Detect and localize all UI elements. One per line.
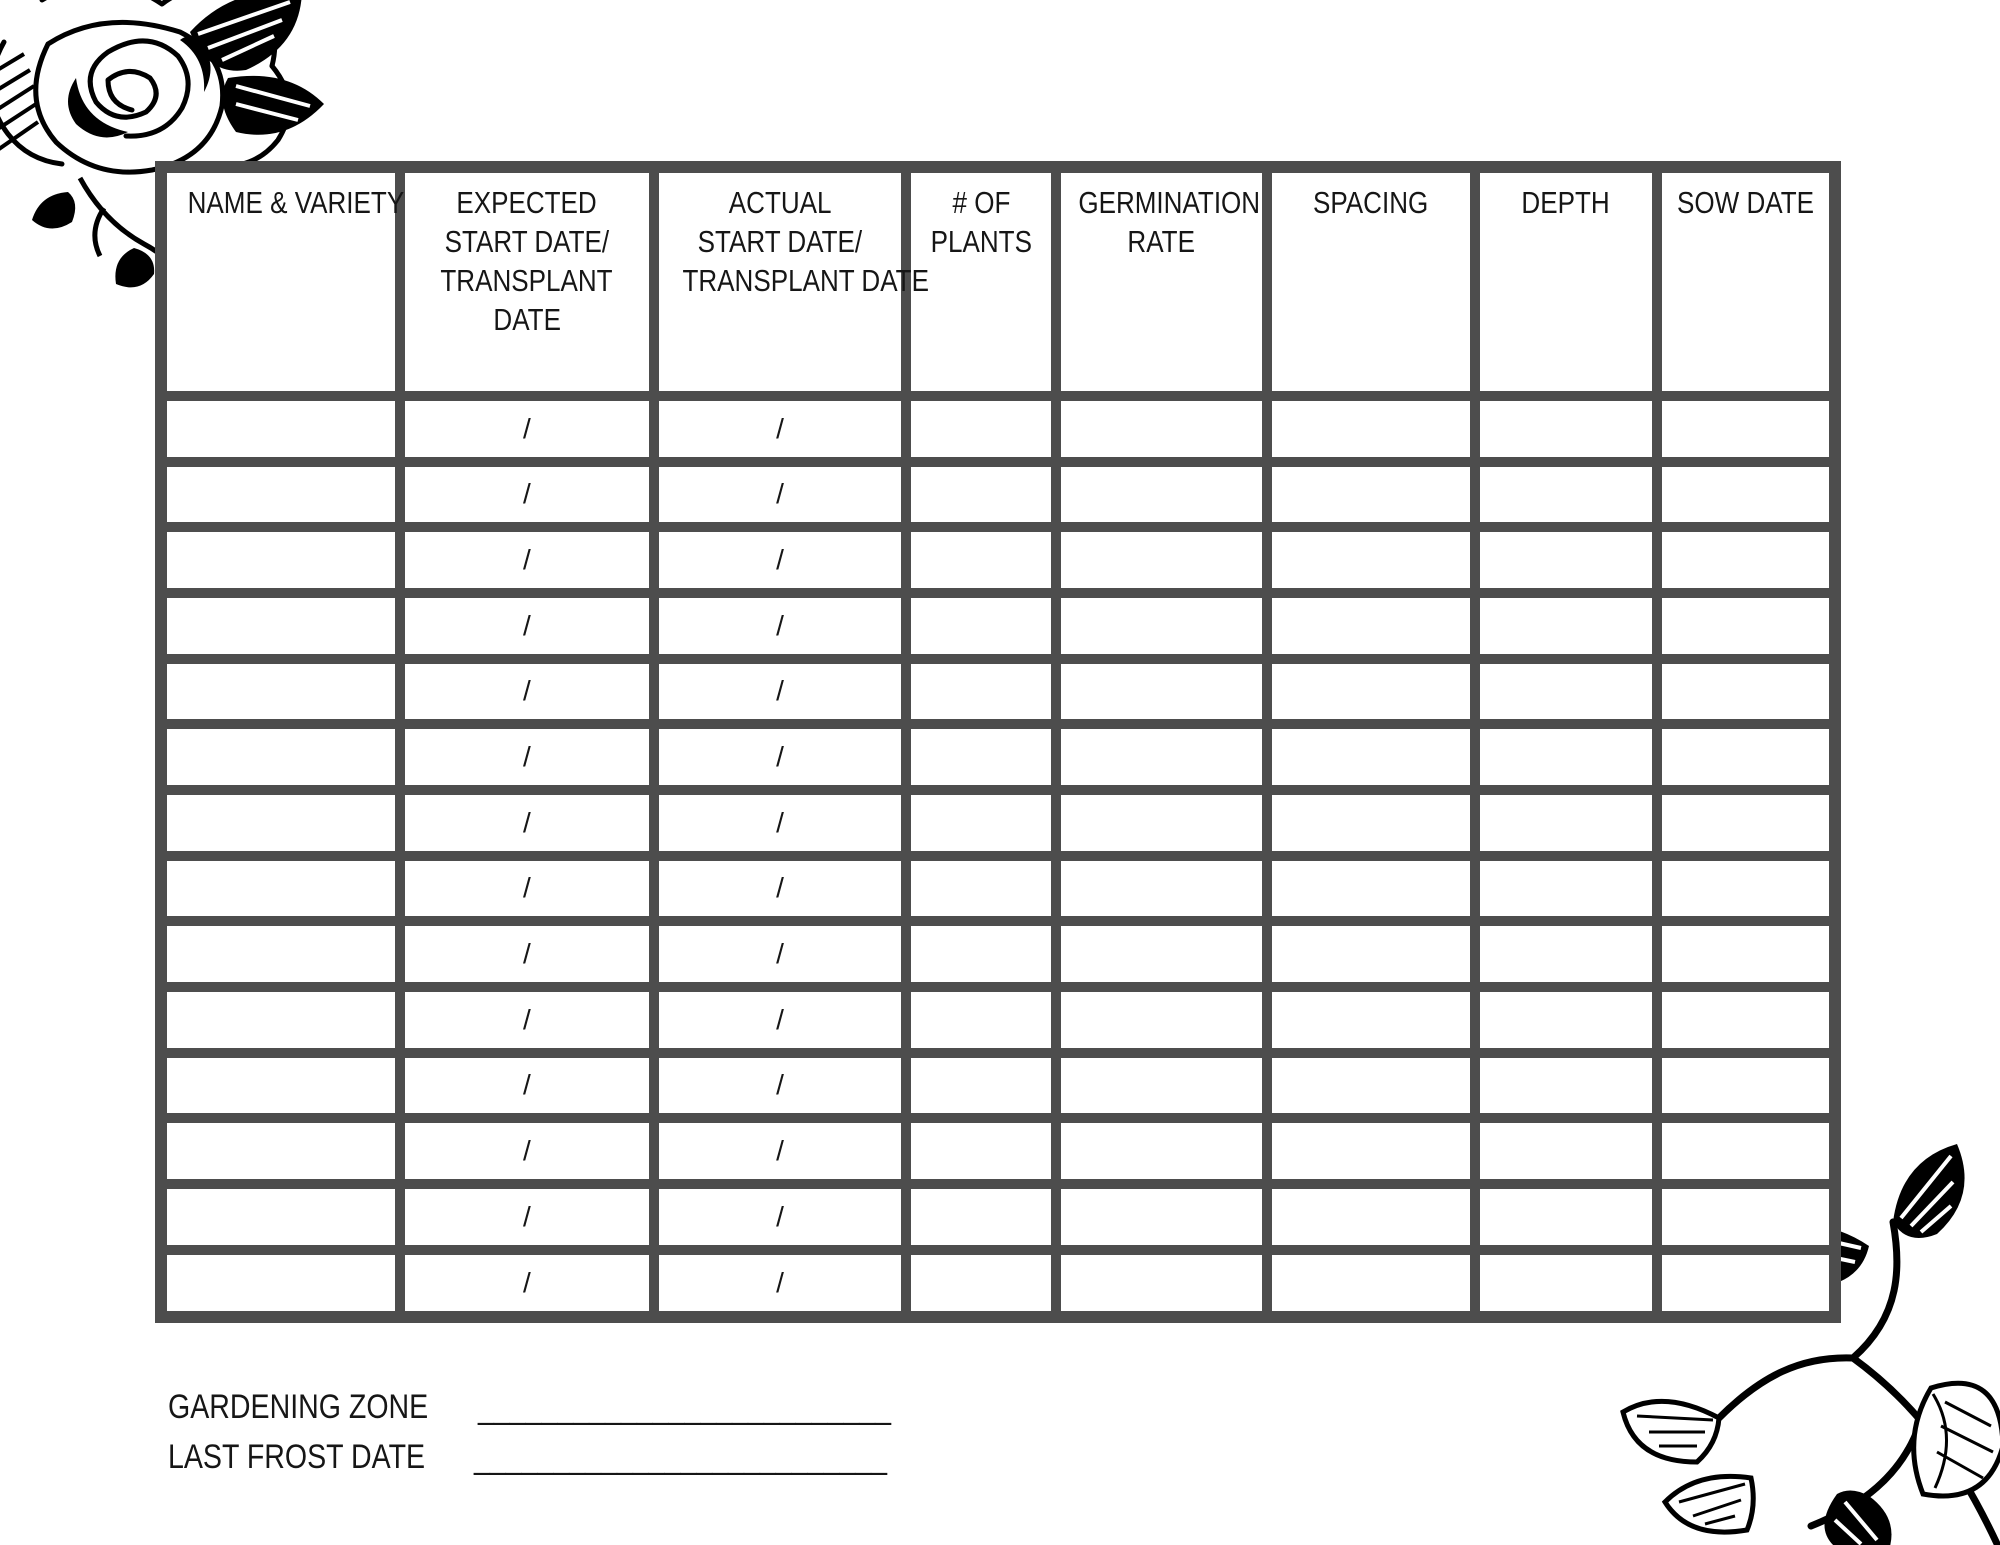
cell-actual-start-transplant: / <box>654 724 906 790</box>
cell-spacing <box>1267 790 1475 856</box>
cell-expected-start-transplant: / <box>400 921 654 987</box>
cell-sow-date <box>1657 1118 1835 1184</box>
cell-actual-start-transplant: / <box>654 987 906 1053</box>
column-header-name-variety: NAME & VARIETY <box>161 167 400 396</box>
planner-table-container <box>155 161 1841 1323</box>
cell-num-plants <box>906 462 1056 528</box>
cell-germination-rate <box>1056 659 1267 725</box>
cell-germination-rate <box>1056 1118 1267 1184</box>
table-row <box>161 1250 1835 1317</box>
cell-num-plants <box>906 987 1056 1053</box>
table-row <box>161 1118 1835 1184</box>
cell-spacing <box>1267 659 1475 725</box>
column-header-depth: DEPTH <box>1475 167 1657 396</box>
cell-expected-start-transplant: / <box>400 593 654 659</box>
table-row <box>161 856 1835 922</box>
cell-expected-start-transplant: / <box>400 527 654 593</box>
last-frost-date-label: LAST FROST DATE <box>168 1438 426 1476</box>
cell-sow-date <box>1657 856 1835 922</box>
cell-spacing <box>1267 1250 1475 1317</box>
cell-num-plants <box>906 527 1056 593</box>
table-body <box>161 396 1835 1317</box>
cell-name-variety <box>161 659 400 725</box>
cell-spacing <box>1267 856 1475 922</box>
cell-expected-start-transplant: / <box>400 1250 654 1317</box>
cell-num-plants <box>906 1250 1056 1317</box>
column-header-actual-start-transplant: ACTUAL START DATE/ TRANSPLANT DATE <box>654 167 906 396</box>
cell-name-variety <box>161 856 400 922</box>
cell-sow-date <box>1657 790 1835 856</box>
cell-spacing <box>1267 462 1475 528</box>
table-row <box>161 659 1835 725</box>
cell-sow-date <box>1657 1184 1835 1250</box>
last-frost-date-field <box>168 1432 969 1482</box>
cell-depth <box>1475 396 1657 462</box>
cell-name-variety <box>161 724 400 790</box>
cell-expected-start-transplant: / <box>400 659 654 725</box>
cell-germination-rate <box>1056 462 1267 528</box>
cell-actual-start-transplant: / <box>654 527 906 593</box>
cell-num-plants <box>906 1118 1056 1184</box>
cell-depth <box>1475 593 1657 659</box>
cell-name-variety <box>161 462 400 528</box>
cell-depth <box>1475 1053 1657 1119</box>
table-header <box>161 167 1835 396</box>
cell-actual-start-transplant: / <box>654 1250 906 1317</box>
cell-spacing <box>1267 396 1475 462</box>
cell-num-plants <box>906 724 1056 790</box>
cell-germination-rate <box>1056 593 1267 659</box>
cell-actual-start-transplant: / <box>654 856 906 922</box>
cell-num-plants <box>906 659 1056 725</box>
cell-name-variety <box>161 527 400 593</box>
cell-spacing <box>1267 593 1475 659</box>
cell-name-variety <box>161 987 400 1053</box>
cell-spacing <box>1267 1184 1475 1250</box>
table-row <box>161 593 1835 659</box>
cell-actual-start-transplant: / <box>654 1184 906 1250</box>
cell-sow-date <box>1657 1250 1835 1317</box>
cell-germination-rate <box>1056 1250 1267 1317</box>
table-row <box>161 1184 1835 1250</box>
cell-depth <box>1475 462 1657 528</box>
column-header-spacing: SPACING <box>1267 167 1475 396</box>
table-row <box>161 790 1835 856</box>
cell-expected-start-transplant: / <box>400 396 654 462</box>
table-row <box>161 1053 1835 1119</box>
cell-depth <box>1475 1250 1657 1317</box>
cell-expected-start-transplant: / <box>400 987 654 1053</box>
cell-sow-date <box>1657 987 1835 1053</box>
planner-table <box>155 161 1841 1323</box>
cell-expected-start-transplant: / <box>400 724 654 790</box>
cell-name-variety <box>161 396 400 462</box>
gardening-zone-field <box>168 1382 969 1432</box>
cell-num-plants <box>906 1053 1056 1119</box>
cell-expected-start-transplant: / <box>400 856 654 922</box>
cell-name-variety <box>161 1184 400 1250</box>
gardening-zone-label: GARDENING ZONE <box>168 1388 429 1426</box>
cell-sow-date <box>1657 659 1835 725</box>
cell-num-plants <box>906 921 1056 987</box>
cell-actual-start-transplant: / <box>654 790 906 856</box>
cell-name-variety <box>161 1053 400 1119</box>
cell-depth <box>1475 987 1657 1053</box>
cell-depth <box>1475 856 1657 922</box>
table-row <box>161 527 1835 593</box>
cell-num-plants <box>906 593 1056 659</box>
table-row <box>161 724 1835 790</box>
cell-name-variety <box>161 593 400 659</box>
table-row <box>161 987 1835 1053</box>
cell-germination-rate <box>1056 987 1267 1053</box>
cell-sow-date <box>1657 921 1835 987</box>
cell-germination-rate <box>1056 1053 1267 1119</box>
cell-expected-start-transplant: / <box>400 462 654 528</box>
cell-spacing <box>1267 1053 1475 1119</box>
cell-sow-date <box>1657 724 1835 790</box>
cell-expected-start-transplant: / <box>400 1184 654 1250</box>
cell-actual-start-transplant: / <box>654 396 906 462</box>
last-frost-date-blank-line: __________________________ <box>474 1438 888 1476</box>
table-row <box>161 462 1835 528</box>
cell-actual-start-transplant: / <box>654 462 906 528</box>
cell-expected-start-transplant: / <box>400 1118 654 1184</box>
cell-spacing <box>1267 987 1475 1053</box>
cell-spacing <box>1267 527 1475 593</box>
cell-germination-rate <box>1056 921 1267 987</box>
cell-name-variety <box>161 790 400 856</box>
footer-fields <box>168 1382 969 1482</box>
column-header-num-plants: # OF PLANTS <box>906 167 1056 396</box>
cell-depth <box>1475 790 1657 856</box>
cell-actual-start-transplant: / <box>654 593 906 659</box>
column-header-expected-start-transplant: EXPECTED START DATE/ TRANSPLANT DATE <box>400 167 654 396</box>
cell-num-plants <box>906 1184 1056 1250</box>
header-row <box>161 167 1835 396</box>
cell-germination-rate <box>1056 856 1267 922</box>
cell-actual-start-transplant: / <box>654 1118 906 1184</box>
cell-expected-start-transplant: / <box>400 1053 654 1119</box>
cell-sow-date <box>1657 462 1835 528</box>
cell-germination-rate <box>1056 724 1267 790</box>
cell-germination-rate <box>1056 1184 1267 1250</box>
cell-num-plants <box>906 856 1056 922</box>
cell-sow-date <box>1657 527 1835 593</box>
cell-actual-start-transplant: / <box>654 659 906 725</box>
cell-depth <box>1475 1118 1657 1184</box>
cell-expected-start-transplant: / <box>400 790 654 856</box>
cell-actual-start-transplant: / <box>654 921 906 987</box>
cell-germination-rate <box>1056 527 1267 593</box>
cell-name-variety <box>161 1250 400 1317</box>
cell-depth <box>1475 659 1657 725</box>
cell-depth <box>1475 1184 1657 1250</box>
cell-num-plants <box>906 790 1056 856</box>
cell-sow-date <box>1657 593 1835 659</box>
cell-depth <box>1475 724 1657 790</box>
cell-sow-date <box>1657 1053 1835 1119</box>
table-row <box>161 921 1835 987</box>
column-header-germination-rate: GERMINATION RATE <box>1056 167 1267 396</box>
cell-spacing <box>1267 1118 1475 1184</box>
cell-actual-start-transplant: / <box>654 1053 906 1119</box>
cell-spacing <box>1267 724 1475 790</box>
cell-name-variety <box>161 1118 400 1184</box>
cell-depth <box>1475 527 1657 593</box>
cell-germination-rate <box>1056 790 1267 856</box>
cell-name-variety <box>161 921 400 987</box>
cell-germination-rate <box>1056 396 1267 462</box>
column-header-sow-date: SOW DATE <box>1657 167 1835 396</box>
cell-depth <box>1475 921 1657 987</box>
cell-spacing <box>1267 921 1475 987</box>
gardening-zone-blank-line: __________________________ <box>477 1388 891 1426</box>
cell-num-plants <box>906 396 1056 462</box>
cell-sow-date <box>1657 396 1835 462</box>
table-row <box>161 396 1835 462</box>
